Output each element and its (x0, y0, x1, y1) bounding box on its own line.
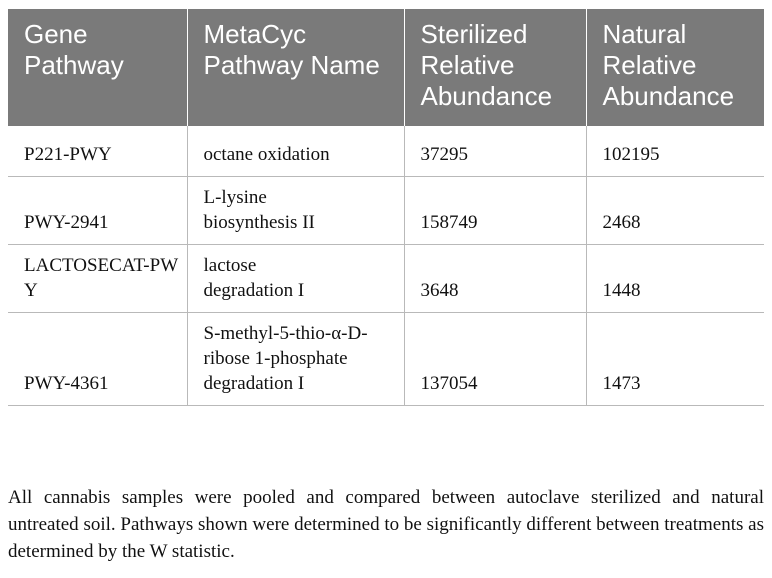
cell-natural-abundance: 102195 (586, 126, 764, 177)
cell-sterilized-abundance: 37295 (404, 126, 586, 177)
table-row (8, 126, 764, 177)
header-sterilized-relative-abundance: Sterilized Relative Abundance (404, 9, 586, 126)
header-metacyc-pathway-name: MetaCyc Pathway Name (187, 9, 404, 126)
header-gene-pathway: Gene Pathway (8, 9, 187, 126)
cell-pathway-name: S-methyl-5-thio-α-D-ribose 1-phosphate degradation I (187, 313, 404, 406)
cell-gene-pathway: PWY-2941 (8, 177, 187, 245)
table-header (8, 9, 764, 126)
cell-natural-abundance: 2468 (586, 177, 764, 245)
cell-natural-abundance: 1448 (586, 245, 764, 313)
header-natural-relative-abundance: Natural Relative Abundance (586, 9, 764, 126)
cell-gene-pathway: P221-PWY (8, 126, 187, 177)
pathway-table (8, 9, 764, 406)
table-caption: All cannabis samples were pooled and compared between autoclave sterilized and natural untreated soil. Pathways shown were determined to be significantly different between treatments as determined by the W statistic. (8, 487, 764, 562)
cell-pathway-name: octane oxidation (187, 126, 404, 177)
table-row (8, 245, 764, 313)
cell-sterilized-abundance: 158749 (404, 177, 586, 245)
table-row (8, 313, 764, 406)
pathway-table-container (8, 9, 764, 406)
cell-gene-pathway: LACTOSECAT-PWY (8, 245, 187, 313)
table-body (8, 126, 764, 406)
cell-natural-abundance: 1473 (586, 313, 764, 406)
cell-sterilized-abundance: 3648 (404, 245, 586, 313)
cell-gene-pathway: PWY-4361 (8, 313, 187, 406)
cell-pathway-name: lactose degradation I (187, 245, 404, 313)
cell-pathway-name: L-lysine biosynthesis II (187, 177, 404, 245)
header-row (8, 9, 764, 126)
cell-sterilized-abundance: 137054 (404, 313, 586, 406)
table-row (8, 177, 764, 245)
